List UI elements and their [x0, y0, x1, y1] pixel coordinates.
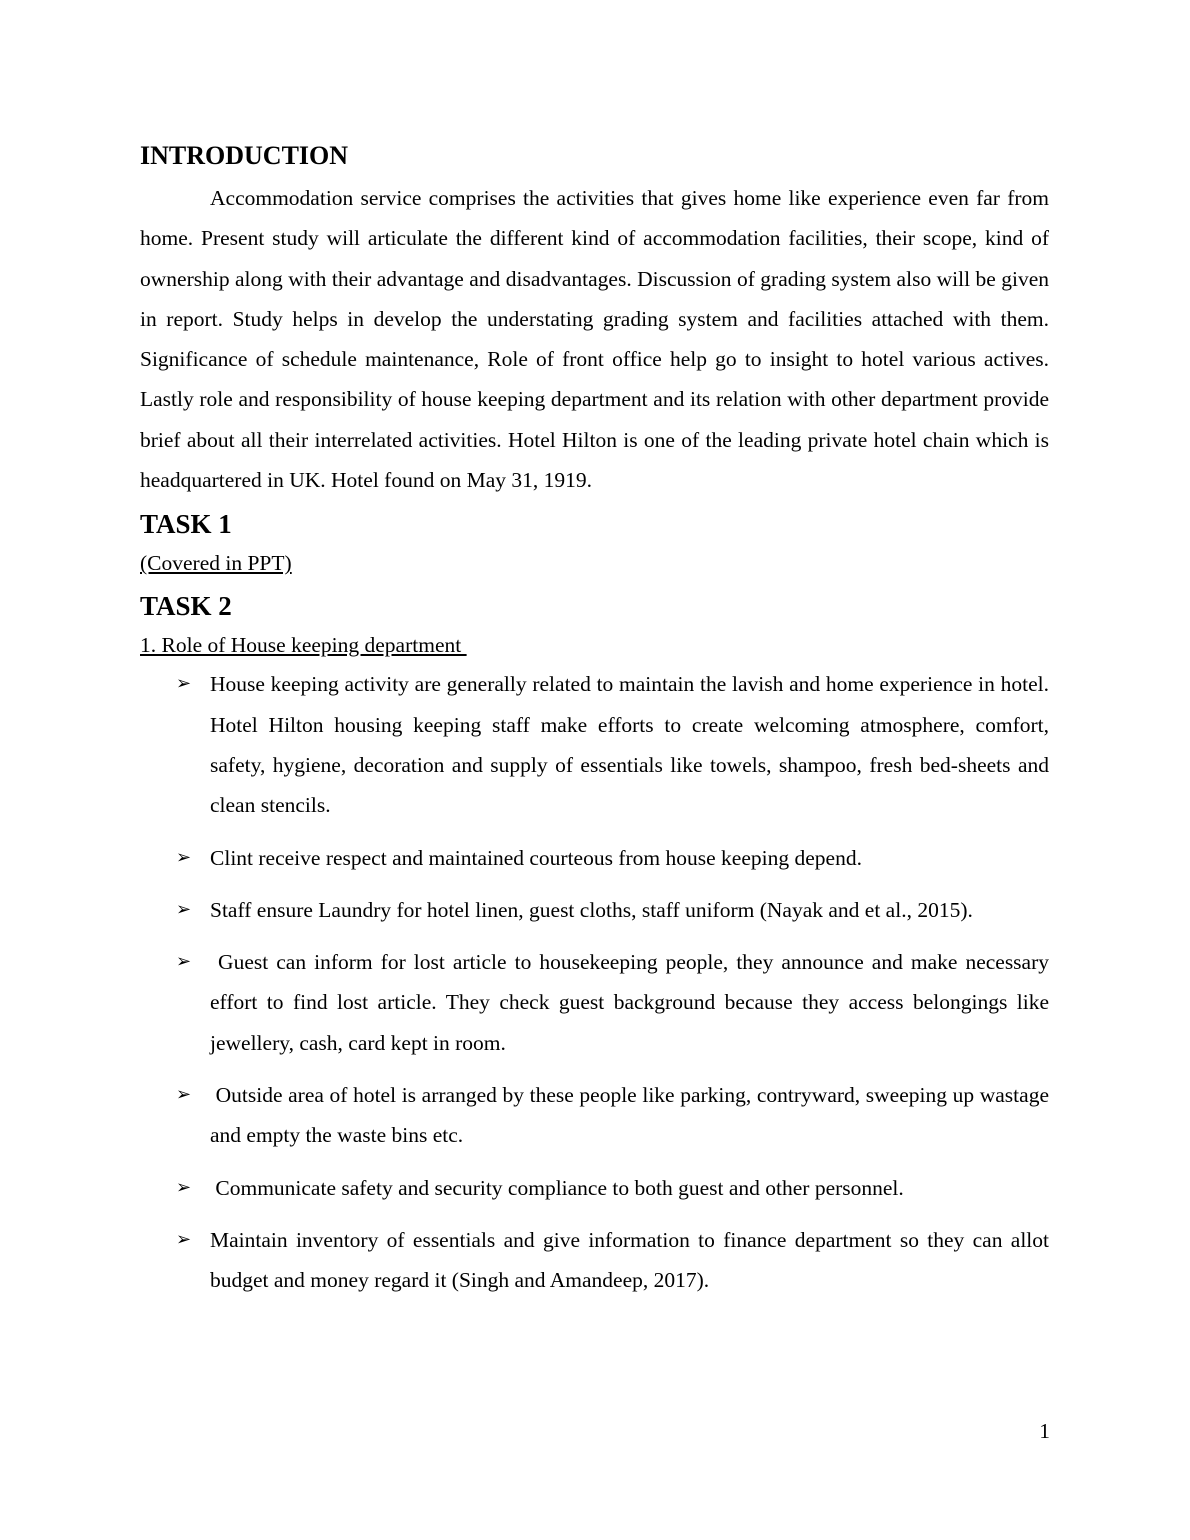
task1-heading: TASK 1	[140, 509, 232, 540]
arrow-bullet-icon: ➢	[176, 673, 192, 695]
arrow-bullet-icon: ➢	[176, 1176, 192, 1198]
list-item-text: Guest can inform for lost article to housekeeping people, they announce and make necessary effort to find lost article. They check guest background because they access belongings like jewellery, cash, card kept in room.	[210, 950, 1055, 1055]
arrow-bullet-icon: ➢	[176, 898, 192, 920]
list-item-text: Staff ensure Laundry for hotel linen, guest cloths, staff uniform (Nayak and et al., 2015).	[210, 897, 973, 922]
list-item	[140, 664, 1055, 825]
arrow-bullet-icon: ➢	[176, 1228, 192, 1250]
list-item	[140, 1075, 1055, 1156]
list-item-text: Outside area of hotel is arranged by these people like parking, contryward, sweeping up wastage and empty the waste bins etc.	[210, 1083, 1055, 1148]
list-item	[140, 890, 1049, 930]
list-item	[140, 1220, 1055, 1301]
task2-heading: TASK 2	[140, 591, 232, 622]
list-item	[140, 942, 1055, 1063]
document-page	[140, 138, 1055, 1313]
arrow-bullet-icon: ➢	[176, 951, 192, 973]
page-number: 1	[1039, 1419, 1050, 1443]
list-item-text: House keeping activity are generally related to maintain the lavish and home experience in hotel. Hotel Hilton housing keeping staff make efforts to create welcoming atmosphere, comfort, safety, hygiene, decoration and supply of essentials like towels, shampoo, fresh bed-sheets and clean stencils.	[210, 672, 1055, 818]
arrow-bullet-icon: ➢	[176, 1084, 192, 1106]
list-item-text: Clint receive respect and maintained courteous from house keeping depend.	[210, 845, 862, 870]
list-item-text: Maintain inventory of essentials and give information to finance department so they can allot budget and money regard it (Singh and Amandeep, 2017).	[210, 1227, 1055, 1293]
list-item-text: Communicate safety and security compliance to both guest and other personnel.	[210, 1175, 904, 1200]
list-item	[140, 838, 1049, 878]
arrow-bullet-icon: ➢	[176, 846, 192, 868]
list-item	[140, 1168, 1049, 1208]
introduction-heading: INTRODUCTION	[140, 141, 349, 170]
introduction-paragraph: Accommodation service comprises the activities that gives home like experience even far from home. Present study will articulate the different kind of accommodation facilities, their scope, kind of ownership along with their advantage and disadvantages. Discussion of grading system also will be given in report. Study helps in develop the understating grading system and facilities attached with them. Significance of schedule maintenance, Role of front office help go to insight to hotel various actives. Lastly role and responsibility of house keeping department and its relation with other department provide brief about all their interrelated activities. Hotel Hilton is one of the leading private hotel chain which is headquartered in UK. Hotel found on May 31, 1919.	[140, 186, 1049, 493]
task1-note: (Covered in PPT)	[140, 551, 292, 576]
task2-subheading: 1. Role of House keeping department	[140, 633, 467, 658]
role-bullet-list	[140, 664, 1055, 1300]
